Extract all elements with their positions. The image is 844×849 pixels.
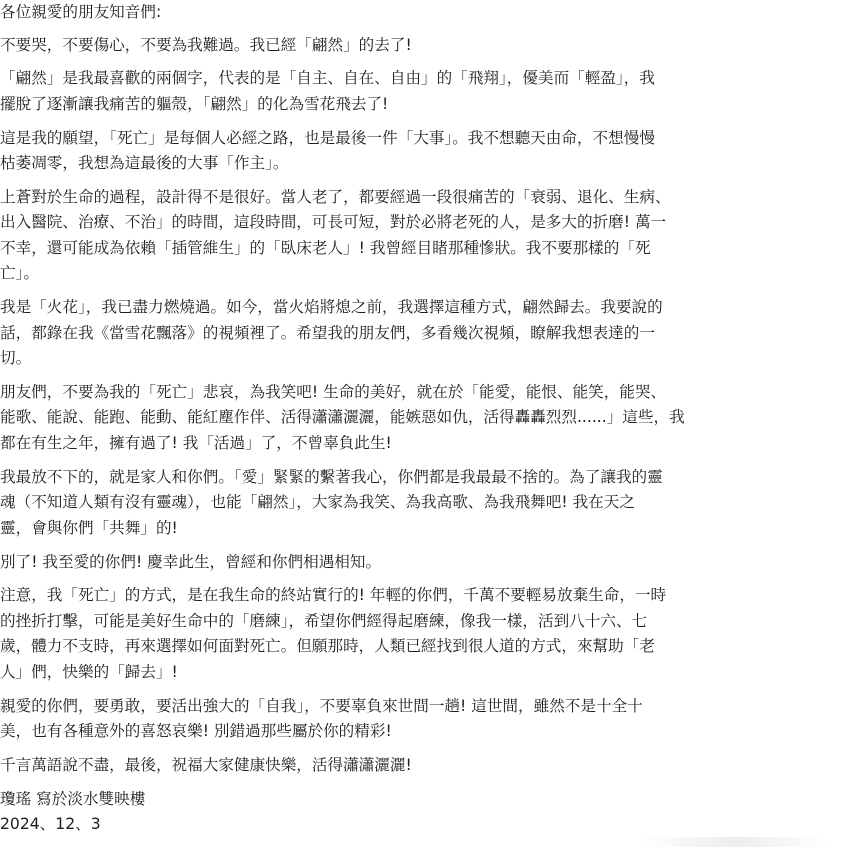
letter-body <box>0 33 844 779</box>
letter-paragraph <box>0 185 844 287</box>
paragraph-line: 枯萎凋零，我想為這最後的大事「作主」。 <box>0 154 289 173</box>
paragraph-line: 不幸，還可能成為依賴「插管維生」的「臥床老人」! 我曾經目睹那種慘狀。我不要那樣的「死 <box>0 238 651 257</box>
letter-date: 2024、12、3 <box>0 815 101 834</box>
paragraph-line: 歲，體力不支時，再來選擇如何面對死亡。但願那時，人類已經找到很人道的方式，來幫助「老 <box>0 637 655 656</box>
paragraph-line: 切。 <box>0 349 32 368</box>
letter-greeting: 各位親愛的朋友知音們: <box>0 3 162 21</box>
paragraph-line: 擺脫了逐漸讓我痛苦的軀殼，「翩然」的化為雪花飛去了! <box>0 94 389 113</box>
paragraph-line: 話，都錄在我《當雪花飄落》的視頻裡了。希望我的朋友們，多看幾次視頻，瞭解我想表達的一 <box>0 323 655 342</box>
letter-paragraph <box>0 33 844 59</box>
paragraph-line: 上蒼對於生命的過程，設計得不是很好。當人老了，都要經過一段很痛苦的「衰弱、退化、生病、 <box>0 187 671 206</box>
paragraph-line: 靈，會與你們「共舞」的! <box>0 518 178 537</box>
letter-paragraph <box>0 583 844 685</box>
paragraph-line: 我是「火花」，我已盡力燃燒過。如今，當火焰將熄之前，我選擇這種方式，翩然歸去。我要說的 <box>0 298 663 317</box>
letter-paragraph <box>0 465 844 542</box>
paragraph-line: 人」們，快樂的「歸去」! <box>0 662 178 681</box>
paragraph-line: 注意，我「死亡」的方式，是在我生命的終站實行的! 年輕的你們，千萬不要輕易放棄生命，一時 <box>0 586 667 605</box>
paragraph-line: 出入醫院、治療、不治」的時間，這段時間，可長可短，對於必將老死的人，是多大的折磨! 萬一 <box>0 213 667 232</box>
paragraph-line: 別了! 我至愛的你們! 慶幸此生，曾經和你們相遇相知。 <box>0 552 382 571</box>
paragraph-line: 魂（不知道人類有沒有靈魂），也能「翩然」，大家為我笑、為我高歌、為我飛舞吧! 我在天之 <box>0 493 635 512</box>
paragraph-line: 的挫折打擊，可能是美好生命中的「磨練」，希望你們經得起磨練，像我一樣，活到八十六、七 <box>0 611 648 630</box>
paragraph-line: 亡」。 <box>0 264 39 283</box>
paragraph-line: 我最放不下的，就是家人和你們。「愛」緊緊的繫著我心，你們都是我最最不捨的。為了讓我的靈 <box>0 467 663 486</box>
paragraph-line: 美，也有各種意外的喜怒哀樂! 別錯過那些屬於你的精彩! <box>0 722 392 741</box>
paragraph-line: 這是我的願望，「死亡」是每個人必經之路，也是最後一件「大事」。我不想聽天由命，不想慢慢 <box>0 128 655 147</box>
paragraph-line: 「翩然」是我最喜歡的兩個字，代表的是「自主、自在、自由」的「飛翔」，優美而「輕盈」，我 <box>0 69 655 88</box>
paragraph-line: 朋友們，不要為我的「死亡」悲哀，為我笑吧! 生命的美好，就在於「能愛，能恨、能笑，能哭、 <box>0 382 667 401</box>
paragraph-line: 親愛的你們，要勇敢，要活出強大的「自我」，不要辜負來世間一趟! 這世間，雖然不是十全十 <box>0 696 643 715</box>
letter-paragraph <box>0 380 844 457</box>
letter-paragraph <box>0 66 844 117</box>
letter-signature: 瓊瑤 寫於淡水雙映樓 <box>0 789 146 808</box>
paragraph-line: 都在有生之年，擁有過了! 我「活過」了，不曾辜負此生! <box>0 433 392 452</box>
letter-paragraph <box>0 753 844 779</box>
paragraph-line: 能歌、能說、能跑、能動、能紅塵作伴、活得瀟瀟灑灑，能嫉惡如仇，活得轟轟烈烈......」這些，我 <box>0 408 685 427</box>
letter-paragraph <box>0 126 844 177</box>
paragraph-line: 不要哭，不要傷心，不要為我難過。我已經「翩然」的去了! <box>0 35 412 54</box>
letter-paragraph <box>0 694 844 745</box>
letter-paragraph <box>0 295 844 372</box>
bottom-fade-decoration <box>640 837 830 847</box>
paragraph-line: 千言萬語說不盡，最後，祝福大家健康快樂，活得瀟瀟灑灑! <box>0 755 412 774</box>
letter-paragraph <box>0 550 844 576</box>
